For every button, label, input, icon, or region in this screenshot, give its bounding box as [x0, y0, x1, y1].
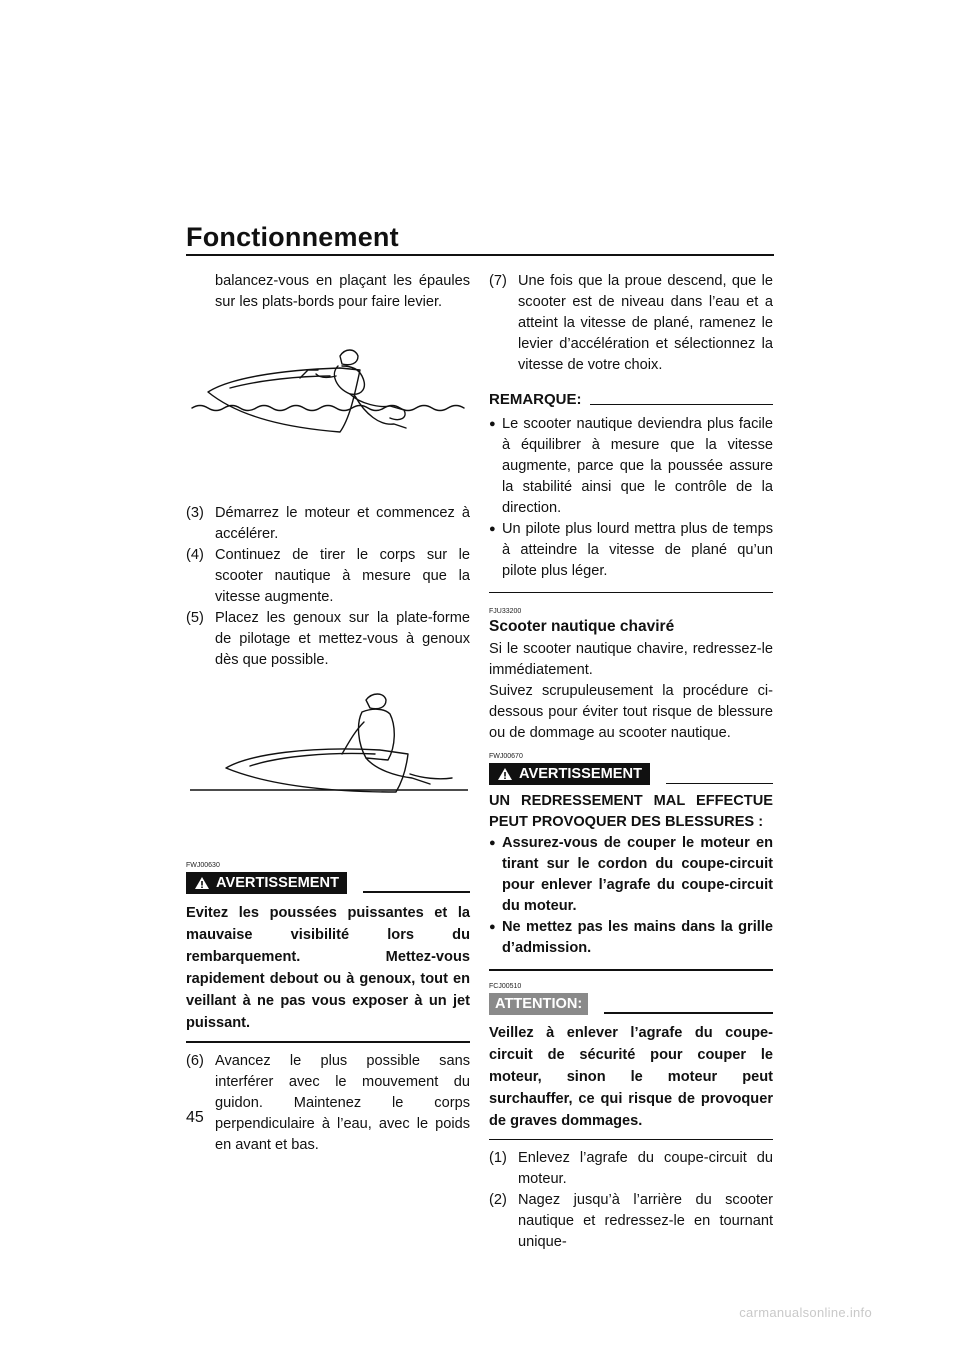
warning-badge: AVERTISSEMENT [489, 763, 650, 785]
list-item: ● Le scooter nautique deviendra plus facile à équilibrer à mesure que la vitesse augmente, parce que la poussée assure la stabilité ainsi que le contrôle de la direction. [489, 416, 773, 516]
attention-code: FCJ00510 [489, 982, 522, 990]
watermark: carmanualsonline.info [739, 1305, 872, 1320]
page-title: Fonctionnement [186, 222, 399, 252]
warning-heading: UN REDRESSEMENT MAL EFFECTUE PEUT PROVOQUER DES BLESSURES : [489, 793, 773, 831]
remarque-list [489, 414, 773, 582]
section-title: Scooter nautique chaviré [489, 618, 675, 636]
intro-text: balancez-vous en plaçant les épaules sur les plats-bords pour faire levier. [215, 273, 470, 310]
left-steps-a [186, 503, 470, 671]
list-item: ● Ne mettez pas les mains dans la grille d’admission. [489, 919, 773, 957]
step-6: (6) Avancez le plus possible sans interférer avec le mouvement du guidon. Maintenez le corps perpendiculaire à l’eau, avec le poids en avant et bas. [186, 1052, 470, 1153]
section-paragraph: Si le scooter nautique chavire, redressez-le immédiatement. [489, 641, 773, 679]
warning-code: FWJ00670 [489, 753, 523, 761]
warning-header [186, 872, 470, 894]
section-code: FJU33200 [489, 608, 522, 616]
boarding-illustration [190, 348, 468, 445]
section-paragraph: Suivez scrupuleusement la procédure ci-dessous pour éviter tout risque de blessure ou de dommage au scooter nautique. [489, 683, 773, 742]
warning-icon [194, 876, 210, 890]
attention-badge: ATTENTION: [489, 993, 588, 1015]
left-warning [186, 862, 470, 1156]
step-5: (5) Placez les genoux sur la plate-forme de pilotage et mettez-vous à genoux dès que possible. [186, 610, 470, 668]
right-column [489, 271, 773, 1253]
step-2: (2) Nagez jusqu’à l’arrière du scooter nautique et redressez-le en tournant unique- [489, 1192, 773, 1251]
kneeling-illustration [190, 688, 468, 811]
warning-badge: AVERTISSEMENT [186, 872, 347, 894]
step-3: (3) Démarrez le moteur et commencez à accélérer. [186, 505, 470, 542]
left-column [186, 271, 470, 313]
warning-header [489, 763, 773, 785]
list-item: ● Un pilote plus lourd mettra plus de temps à atteindre la vitesse de plané qu’un pilote plus léger. [489, 521, 773, 579]
step-1: (1) Enlevez l’agrafe du coupe-circuit du moteur. [489, 1150, 773, 1188]
remarque-header: REMARQUE: [489, 389, 773, 410]
step-7: (7) Une fois que la proue descend, que le scooter est de niveau dans l’eau et a atteint la vitesse de plané, ramenez le levier d’accélération et sélectionnez la vitesse de votre choix. [489, 273, 773, 373]
attention-text: Veillez à enlever l’agrafe du coupe-circuit de sécurité pour couper le moteur, sinon le moteur peut surchauffer, ce qui risque de provoquer de graves dommages. [489, 1024, 773, 1129]
attention-header [489, 993, 773, 1015]
warning-code: FWJ00630 [186, 862, 220, 869]
warning-text: Evitez les poussées puissantes et la mauvaise visibilité lors du rembarquement. Mettez-vous rapidement debout ou à genoux, tout en veillant à ne pas vous exposer à un jet puissant. [186, 905, 470, 1031]
warning-icon [497, 767, 513, 781]
right-steps-b [489, 1148, 773, 1253]
title-rule [186, 254, 774, 256]
step-4: (4) Continuez de tirer le corps sur le scooter nautique à mesure que la vitesse augmente. [186, 547, 470, 605]
page-number: 45 [186, 1109, 204, 1126]
list-item: ● Assurez-vous de couper le moteur en tirant sur le cordon du coupe-circuit pour enlever l’agrafe du coupe-circuit du moteur. [489, 835, 773, 915]
